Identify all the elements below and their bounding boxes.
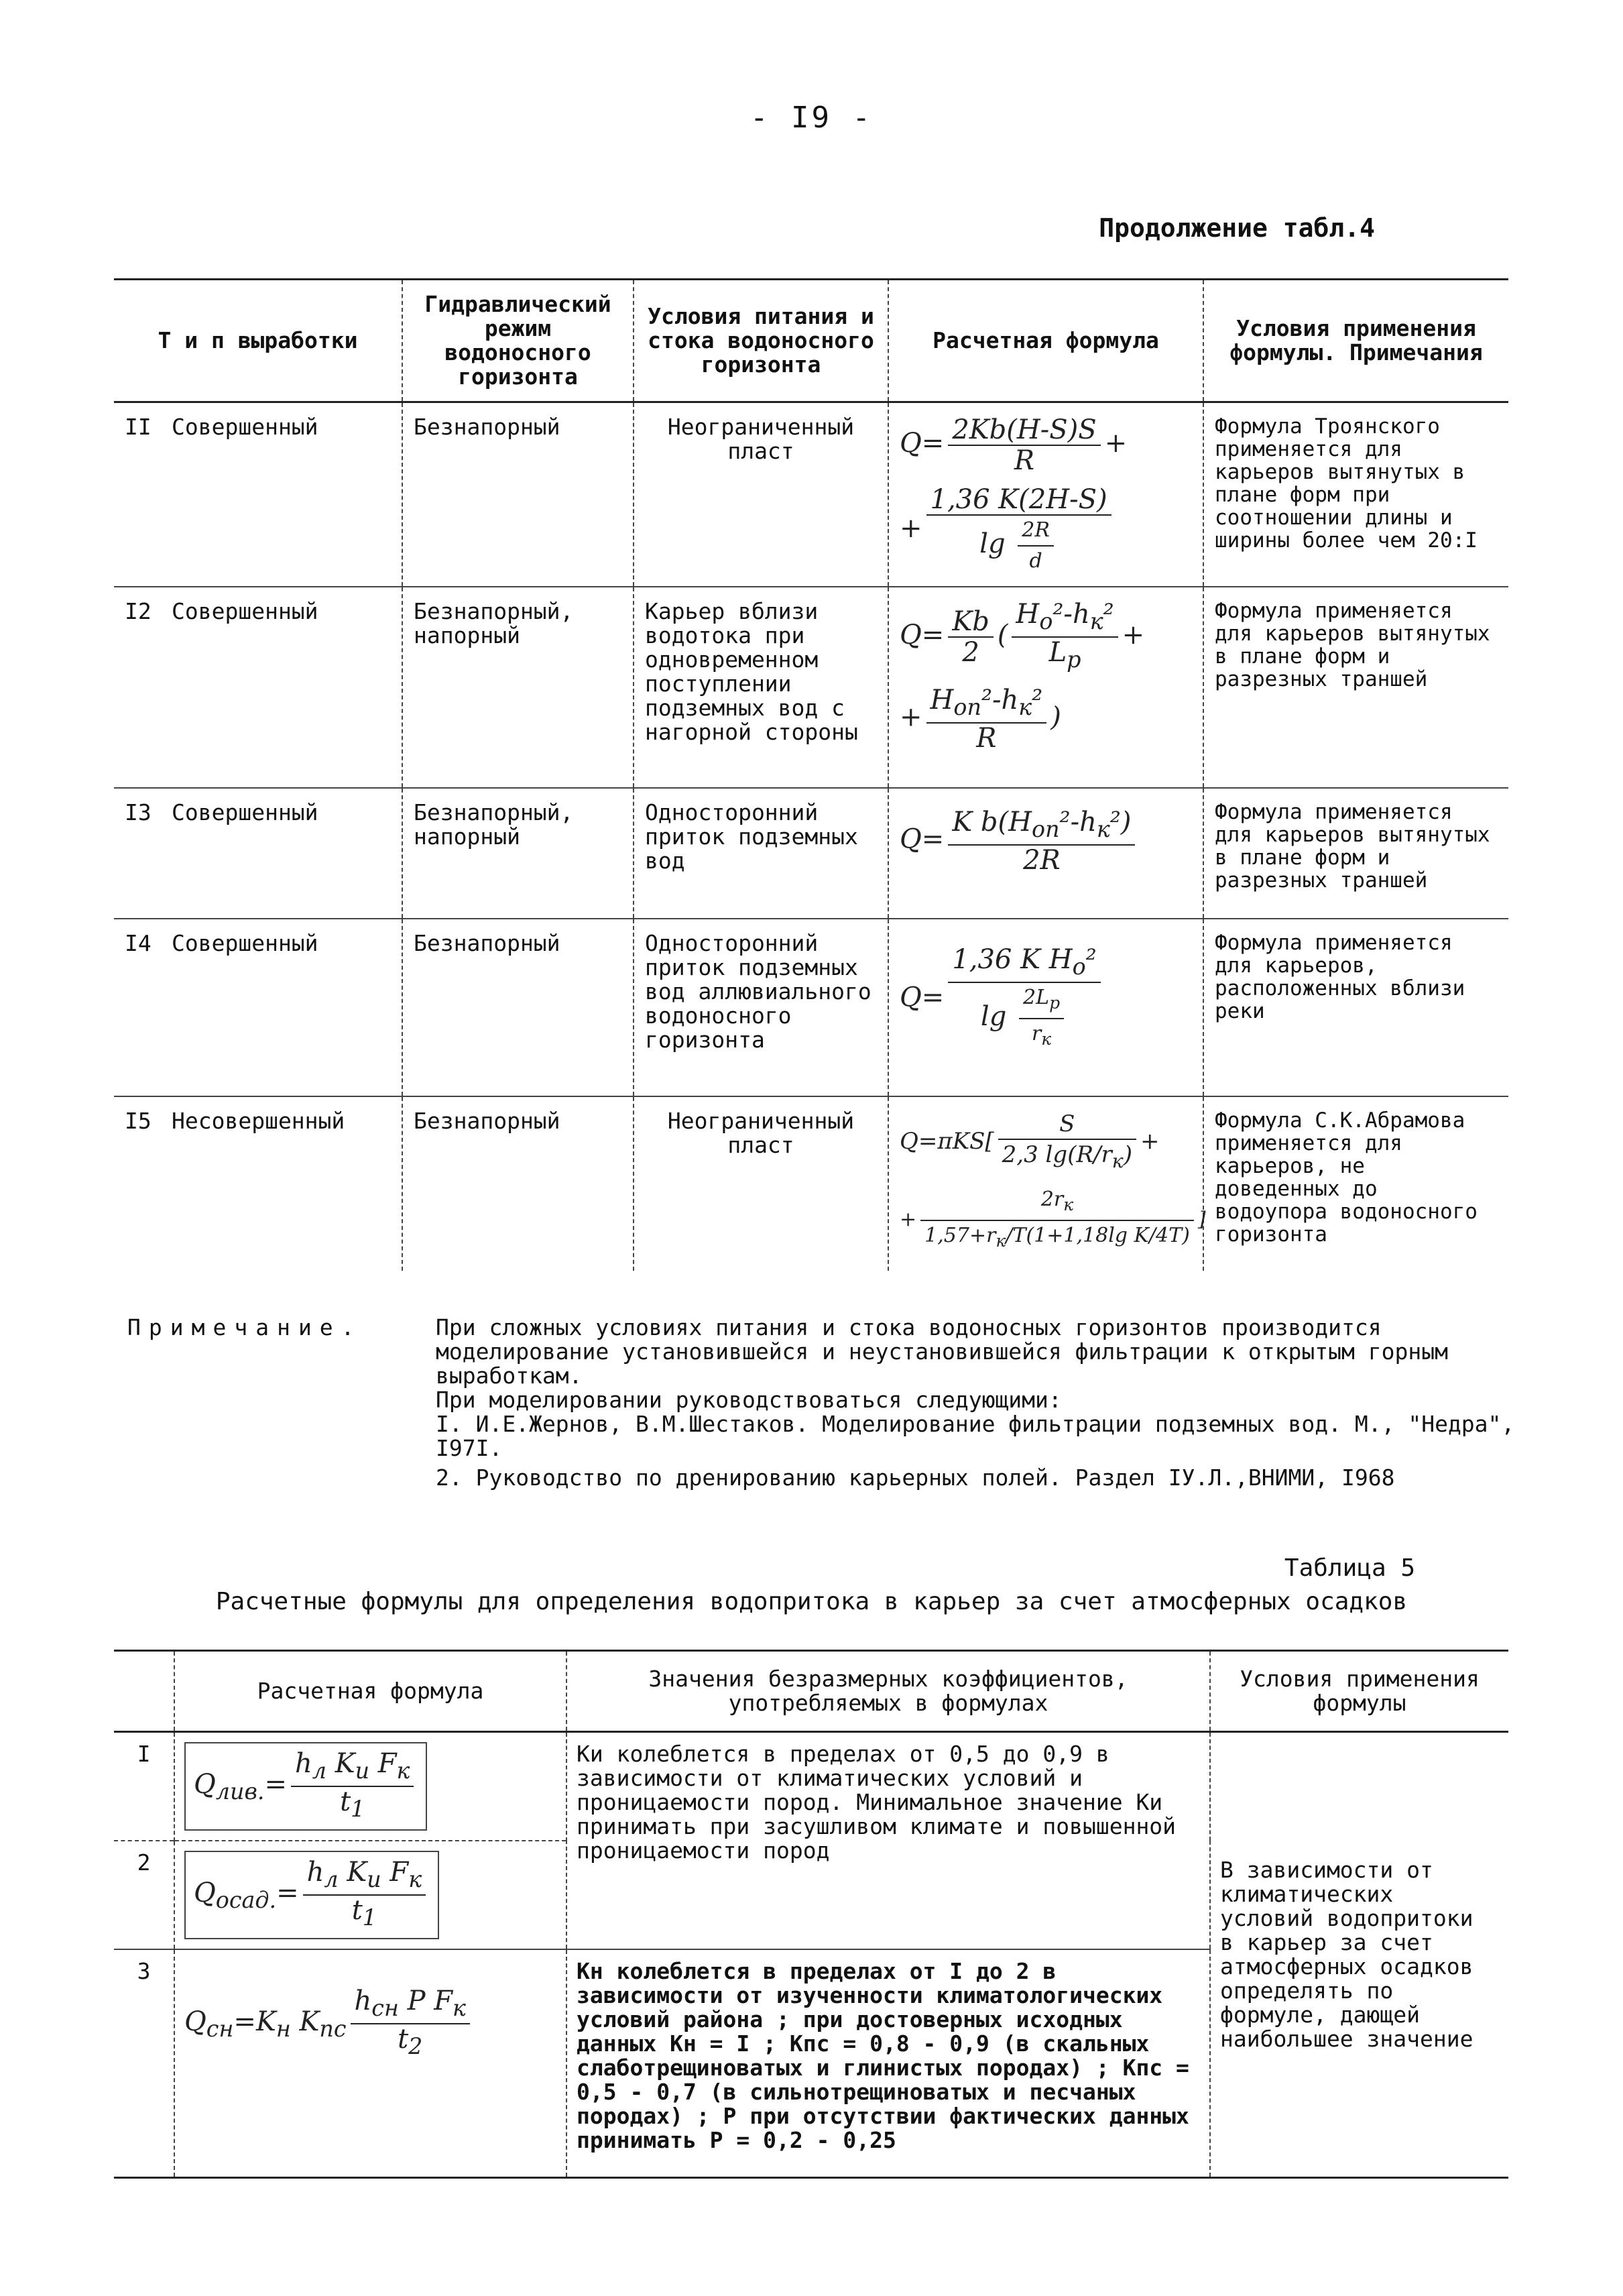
table-row [114,402,1508,587]
row-conditions: Односторонний приток подземных вод [634,788,888,919]
row-formula: $Q_{лив.}=$ $h_л$ $K_и$ $F_к$ $t_1$ [174,1732,566,1841]
row-number: 2 [137,1849,151,1876]
header-application: Условия применения формулы [1210,1651,1508,1732]
row-conditions: Неограниченный пласт [634,402,888,587]
row-number: II [125,414,152,440]
table-5-caption: Расчетные формулы для определения водопритока в карьер за счет атмосферных осадков [215,1588,1408,1615]
row-application: В зависимости от климатических условий водопритоки в карьер за счет атмосферных осадков определять по формуле, дающей наибольшее значение [1210,1732,1508,2178]
header-formula: Расчетная формула [888,280,1203,402]
table-4 [114,278,1508,1271]
table-5-title: Таблица 5 [1284,1554,1415,1582]
row-type: Несовершенный [172,1107,345,1134]
header-coefficients: Значения безразмерных коэффициентов, употребляемых в формулах [566,1651,1210,1732]
row-note: Формула Троянского применяется для карьеров вытянутых в плане форм при соотношении длины и ширины более чем 20:I [1215,414,1478,553]
note-label: Примечание. [127,1314,363,1340]
row-formula: $Q_{осад.}=$ $h_л$ $K_и$ $F_к$ $t_1$ [174,1841,566,1949]
row-number: I4 [125,929,152,956]
row-regime: Безнапорный [402,1096,634,1271]
formula-q: Q= $\frac{2Kb(H-S)S}{R}$ + [900,414,1128,476]
page-number: - I9 - [750,101,873,135]
header-number [114,1651,174,1732]
header-regime: Гидравлический режим водоносного горизонта [402,280,634,402]
table-5-header [114,1651,1508,1732]
row-note: Формула применяется для карьеров вытянутых в плане форм и разрезных траншей [1215,598,1490,691]
note-line: При сложных условиях питания и стока водоносных горизонтов производится моделирование установившейся и неустановившейся фильтрации к открытым горным выработкам. [436,1314,1448,1389]
row-conditions: Карьер вблизи водотока при одновременном поступлении подземных вод с нагорной стороны [634,587,888,788]
table-row [114,1096,1508,1271]
row-coefficients: Ки колеблется в пределах от 0,5 до 0,9 в зависимости от климатических условий и проницаемости пород. Минимальное значение Ки принимать при засушливом климате и повышенной проницаемости пород [566,1732,1210,1950]
row-formula: Q=πKS[ S 2,3 $\lg(R/r_к)$ + + $2r_к$ $1,57+r_к/T(1+1,18\lg$ K/4T) ] [888,1096,1203,1271]
row-number: I3 [125,799,152,825]
table-row [114,1732,1508,1841]
row-type: Совершенный [172,414,318,440]
table-5 [114,1650,1508,2179]
row-formula: Q= K $b(H_{оп}^2-h_к^2)$ 2R [888,788,1203,919]
row-coefficients: Кн колеблется в пределах от I до 2 в зависимости от изученности климатологических условий района ; при достоверных исходных данных Кн = I ; Кпс = 0,8 - 0,9 (в скальных слаботрещиноватых и глинистых породах) ; Кпс = 0,5 - 0,7 (в сильнотрещиноватых и песчаных породах) ; Р при отсутствии фактических данных принимать Р = 0,2 - 0,25 [566,1949,1210,2177]
row-note: Формула С.К.Абрамова применяется для карьеров, не доведенных до водоупора водоносного горизонта [1215,1108,1478,1247]
table-row [114,788,1508,919]
row-regime: Безнапорный, напорный [402,788,634,919]
note-line: При моделировании руководствоваться следующими: [436,1387,1062,1413]
row-regime: Безнапорный, напорный [402,587,634,788]
table-4-note [127,1316,1522,1490]
row-number: I2 [125,597,152,624]
row-formula: Q= $\frac{2Kb(H-S)S}{R}$ + + 1,36 K(2H-S) lg $\frac{2R}{d}$ [888,402,1203,587]
table-4-header [114,280,1508,402]
row-conditions: Односторонний приток подземных вод аллювиального водоносного горизонта [634,919,888,1096]
row-regime: Безнапорный [402,402,634,587]
row-regime: Безнапорный [402,919,634,1096]
row-note: Формула применяется для карьеров, расположенных вблизи реки [1215,930,1465,1023]
note-line: 2. Руководство по дренированию карьерных полей. Раздел IУ.Л.,ВНИМИ, I968 [436,1465,1395,1491]
header-formula: Расчетная формула [174,1651,566,1732]
header-type: Т и п выработки [114,280,402,402]
row-type-cell [114,402,402,587]
table-continuation-label: Продолжение табл.4 [1099,213,1375,243]
row-type: Совершенный [172,799,318,825]
row-number: I5 [125,1107,152,1134]
row-formula: Q= $\frac{Kb}{2}$ ( $H_o^2-h_к^2$ $L_p$ + + $H_{оп}^2-h_к^2$ R ) [888,587,1203,788]
row-number: I [137,1741,151,1767]
header-conditions: Условия питания и стока водоносного горизонта [634,280,888,402]
row-conditions: Неограниченный пласт [634,1096,888,1271]
header-notes: Условия применения формулы. Примечания [1203,280,1508,402]
note-line: I. И.Е.Жернов, В.М.Шестаков. Моделирование фильтрации подземных вод. М., "Недра", I97I. [436,1411,1515,1461]
row-formula: $Q_{сн}=K_н$ $K_{пс}$ $h_{сн}$ P $F_к$ $t_2$ [174,1949,566,2177]
row-number: 3 [137,1958,151,1984]
row-formula: Q= 1,36 K $H_o^2$ lg $2L_p$ $r_к$ [888,919,1203,1096]
row-note: Формула применяется для карьеров вытянутых в плане форм и разрезных траншей [1215,799,1490,893]
row-type: Совершенный [172,929,318,956]
table-row [114,587,1508,788]
row-type: Совершенный [172,597,318,624]
table-row [114,919,1508,1096]
